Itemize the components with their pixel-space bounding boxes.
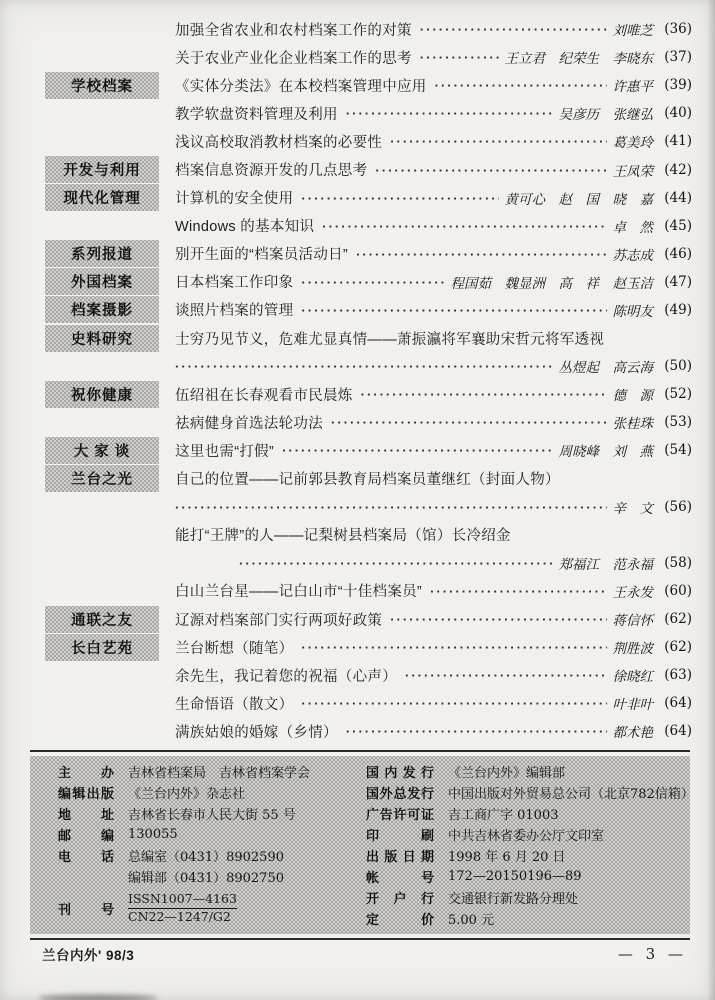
page-number: (50) bbox=[664, 358, 692, 375]
dot-leader bbox=[390, 611, 606, 629]
page-number: (63) bbox=[664, 667, 692, 684]
toc-row-content bbox=[175, 609, 692, 630]
article-authors: 刘唯芝 bbox=[612, 23, 653, 40]
toc-row-content bbox=[175, 159, 692, 180]
toc-row-content bbox=[175, 384, 692, 405]
page-number: (47) bbox=[664, 273, 692, 290]
section-label-column bbox=[45, 381, 175, 408]
section-label-column bbox=[45, 606, 175, 633]
section-label: 祝你健康 bbox=[45, 381, 159, 408]
dot-leader bbox=[420, 49, 499, 67]
toc-row bbox=[45, 296, 692, 324]
article-title: 满族姑娘的婚嫁（乡情） bbox=[175, 724, 338, 741]
article-title: 白山兰台星——记白山市“十佳档案员” bbox=[175, 584, 423, 601]
journal-issue: 兰台内外' 98/3 bbox=[42, 948, 135, 963]
toc-row bbox=[45, 717, 692, 745]
info-value: 吉林省档案局 吉林省档案学会 bbox=[128, 766, 311, 781]
toc-row bbox=[45, 127, 692, 155]
article-title: 加强全省农业和农村档案工作的对策 bbox=[175, 22, 412, 39]
article-title: 《实体分类法》在本校档案管理中应用 bbox=[175, 78, 427, 95]
toc-row-content bbox=[175, 412, 692, 433]
info-value: 《兰台内外》杂志社 bbox=[128, 787, 246, 802]
info-left-column bbox=[30, 761, 358, 929]
page-indicator: — 3 — bbox=[617, 945, 687, 963]
toc-row-content bbox=[175, 637, 692, 658]
info-row bbox=[366, 866, 694, 887]
info-value: 吉林省长春市人民大街 55 号 bbox=[128, 808, 296, 823]
article-authors: 丛煜起 高云海 bbox=[558, 360, 653, 377]
info-label: 刊号 bbox=[58, 901, 114, 917]
article-authors: 王永发 bbox=[612, 584, 653, 601]
divider-line-top bbox=[30, 750, 690, 752]
toc-row bbox=[45, 689, 692, 717]
section-label-column bbox=[45, 240, 175, 267]
info-value: 中共吉林省委办公厅文印室 bbox=[448, 829, 605, 844]
dot-leader bbox=[346, 105, 553, 123]
info-row bbox=[58, 887, 358, 929]
article-title: 伍绍祖在长春观看市民晨炼 bbox=[175, 387, 353, 404]
dot-leader bbox=[356, 246, 606, 264]
info-row bbox=[58, 824, 358, 845]
publication-info-box bbox=[30, 756, 694, 934]
article-authors: 蒋信怀 bbox=[612, 613, 653, 630]
info-label: 编辑出版 bbox=[58, 786, 114, 801]
section-label: 史料研究 bbox=[45, 325, 159, 352]
toc-row-content bbox=[175, 497, 692, 517]
dot-leader bbox=[361, 386, 607, 404]
article-authors: 荆胜波 bbox=[612, 641, 653, 658]
article-authors: 张桂珠 bbox=[612, 416, 653, 433]
toc-row bbox=[45, 184, 692, 212]
article-authors: 黄可心 赵 国 晓 嘉 bbox=[504, 191, 653, 208]
dot-leader bbox=[346, 723, 607, 741]
page-number: (64) bbox=[664, 723, 692, 740]
info-value: 中国出版对外贸易总公司（北京782信箱） bbox=[448, 787, 694, 802]
article-authors: 叶非叶 bbox=[612, 697, 653, 714]
article-title: 谈照片档案的管理 bbox=[175, 303, 294, 320]
toc-row-content bbox=[175, 440, 692, 461]
article-authors: 程国茹 魏显洲 高 祥 赵玉洁 bbox=[450, 275, 653, 292]
page-number: (46) bbox=[664, 245, 692, 262]
toc-row-content bbox=[175, 75, 692, 96]
info-row bbox=[58, 782, 358, 803]
article-title: 生命悟语（散文） bbox=[175, 696, 294, 713]
article-authors: 郑福江 范永福 bbox=[558, 556, 653, 573]
dot-leader bbox=[430, 583, 606, 601]
toc-row bbox=[45, 352, 692, 380]
dot-leader bbox=[239, 555, 553, 573]
info-value: 172—20150196—89 bbox=[448, 869, 582, 884]
article-title: 余先生，我记着您的祝福（心声） bbox=[175, 668, 397, 685]
article-authors: 吴彦历 张继弘 bbox=[558, 107, 653, 124]
toc-row bbox=[45, 408, 692, 436]
toc-row-content bbox=[175, 243, 692, 264]
publication-info bbox=[30, 750, 694, 940]
article-authors: 葛美玲 bbox=[612, 135, 653, 152]
info-label: 主办 bbox=[58, 765, 114, 780]
article-authors: 周晓峰 刘 燕 bbox=[558, 444, 653, 461]
section-label: 长白艺苑 bbox=[45, 634, 159, 661]
info-label: 出版日期 bbox=[366, 849, 434, 864]
page-number: (44) bbox=[664, 189, 692, 206]
dot-leader bbox=[405, 667, 607, 685]
article-authors: 王立君 纪荣生 李晓东 bbox=[504, 51, 653, 68]
info-label: 地址 bbox=[58, 807, 114, 822]
info-label: 定价 bbox=[366, 912, 434, 927]
toc-row-content bbox=[175, 271, 692, 292]
scan-smudge bbox=[38, 995, 158, 1000]
article-title: 浅议高校取消教材档案的必要性 bbox=[175, 134, 383, 151]
info-label bbox=[58, 869, 114, 884]
toc-row bbox=[45, 155, 692, 183]
toc-row bbox=[45, 43, 692, 71]
section-label-column bbox=[45, 465, 175, 492]
page-number: (39) bbox=[664, 77, 692, 94]
article-title: 兰台断想（随笔） bbox=[175, 640, 294, 657]
info-row bbox=[366, 803, 694, 824]
page-number: (40) bbox=[664, 105, 692, 122]
toc-row bbox=[45, 212, 692, 240]
toc-row-content bbox=[175, 524, 692, 545]
section-label-column bbox=[45, 268, 175, 295]
section-label: 现代化管理 bbox=[45, 184, 159, 211]
toc-row-content bbox=[175, 131, 692, 152]
toc-row bbox=[45, 15, 692, 43]
article-title: 这里也需“打假” bbox=[175, 443, 275, 460]
toc-row bbox=[45, 549, 692, 577]
info-label: 邮编 bbox=[58, 828, 114, 843]
toc bbox=[45, 15, 692, 745]
toc-row-content bbox=[175, 693, 692, 714]
toc-row-content bbox=[175, 299, 692, 320]
info-row bbox=[58, 866, 358, 887]
toc-row bbox=[45, 521, 692, 549]
toc-row-content bbox=[175, 328, 692, 349]
dot-leader bbox=[175, 499, 607, 517]
dot-leader bbox=[175, 358, 553, 376]
page-number: (62) bbox=[664, 639, 692, 656]
dot-leader bbox=[301, 190, 498, 208]
article-authors: 德 源 bbox=[612, 388, 653, 405]
section-label-column bbox=[45, 296, 175, 323]
article-title: 祛病健身首选法轮功法 bbox=[175, 415, 323, 432]
issn-number: ISSN1007—4163 bbox=[128, 891, 237, 909]
page-number: (45) bbox=[664, 217, 692, 234]
toc-row-content bbox=[175, 468, 692, 489]
divider-line-bottom bbox=[30, 938, 690, 940]
section-label-column bbox=[45, 184, 175, 211]
article-authors: 许惠平 bbox=[612, 79, 653, 96]
page-number: (58) bbox=[664, 554, 692, 571]
dot-leader bbox=[282, 442, 552, 460]
section-label-column bbox=[45, 437, 175, 464]
page-footer bbox=[42, 944, 687, 964]
article-authors: 徐晓红 bbox=[612, 669, 653, 686]
toc-row bbox=[45, 605, 692, 633]
info-label: 开户行 bbox=[366, 891, 434, 906]
toc-row-content bbox=[175, 356, 692, 376]
info-value: 130055 bbox=[128, 827, 178, 842]
toc-row bbox=[45, 465, 692, 493]
page-number: (64) bbox=[664, 695, 692, 712]
toc-row-content bbox=[175, 215, 692, 236]
article-authors: 卓 然 bbox=[612, 219, 653, 236]
issn-cn-stack bbox=[128, 891, 237, 926]
scan-edge-shadow bbox=[707, 0, 715, 1000]
article-title: 辽源对档案部门实行两项好政策 bbox=[175, 612, 383, 629]
toc-row bbox=[45, 268, 692, 296]
info-row bbox=[58, 845, 358, 866]
info-label: 国外总发行 bbox=[366, 786, 434, 801]
article-title: 教学软盘资料管理及利用 bbox=[175, 106, 338, 123]
section-label: 系列报道 bbox=[45, 240, 159, 267]
article-title: 士穷乃见节义，危难尤显真情——萧振瀛将军襄助宋哲元将军透视 bbox=[175, 331, 605, 348]
info-value: 《兰台内外》编辑部 bbox=[448, 766, 566, 781]
article-title: 能打“王牌”的人——记梨树县档案局（馆）长冷绍金 bbox=[175, 528, 511, 545]
article-title: Windows 的基本知识 bbox=[175, 219, 315, 236]
toc-row bbox=[45, 493, 692, 521]
dot-leader bbox=[322, 218, 606, 236]
toc-row-content bbox=[175, 721, 692, 742]
toc-row-content bbox=[175, 580, 692, 601]
info-value: 编辑部（0431）8902750 bbox=[128, 871, 284, 886]
page-number: (52) bbox=[664, 386, 692, 403]
page-number: (49) bbox=[664, 301, 692, 318]
dot-leader bbox=[301, 302, 606, 320]
dot-leader bbox=[301, 639, 606, 657]
toc-row-content bbox=[175, 47, 692, 68]
info-value: 交通银行新发路分理处 bbox=[448, 892, 579, 907]
info-label: 广告许可证 bbox=[366, 807, 434, 822]
page-number: (54) bbox=[664, 442, 692, 459]
toc-row bbox=[45, 324, 692, 352]
dot-leader bbox=[435, 77, 607, 95]
toc-row-content bbox=[175, 19, 692, 40]
section-label: 外国档案 bbox=[45, 268, 159, 295]
dot-leader bbox=[390, 133, 606, 151]
page-number: (56) bbox=[664, 498, 692, 515]
info-value: 1998 年 6 月 20 日 bbox=[448, 850, 566, 865]
article-authors: 陈明友 bbox=[612, 303, 653, 320]
toc-row-content bbox=[175, 103, 692, 124]
article-authors: 苏志成 bbox=[612, 247, 653, 264]
section-label-column bbox=[45, 634, 175, 661]
cn-number: CN22—1247/G2 bbox=[128, 909, 231, 924]
info-row bbox=[58, 761, 358, 782]
section-label-column bbox=[45, 156, 175, 183]
page-number: (42) bbox=[664, 161, 692, 178]
toc-row bbox=[45, 661, 692, 689]
toc-row bbox=[45, 240, 692, 268]
page-number: (36) bbox=[664, 21, 692, 38]
page-number: (62) bbox=[664, 611, 692, 628]
info-label: 印刷 bbox=[366, 828, 434, 843]
page-number: (60) bbox=[664, 582, 692, 599]
article-authors: 王凤荣 bbox=[612, 163, 653, 180]
section-label: 档案摄影 bbox=[45, 296, 159, 323]
info-value: 总编室（0431）8902590 bbox=[128, 850, 284, 865]
article-title: 关于农业产业化企业档案工作的思考 bbox=[175, 50, 412, 67]
info-row bbox=[366, 824, 694, 845]
section-label: 兰台之光 bbox=[45, 465, 159, 492]
article-title: 别开生面的“档案员活动日” bbox=[175, 247, 349, 264]
info-row bbox=[366, 845, 694, 866]
info-label: 电话 bbox=[58, 849, 114, 864]
info-row bbox=[366, 761, 694, 782]
toc-row bbox=[45, 380, 692, 408]
info-value: 5.00 元 bbox=[448, 913, 495, 928]
info-label: 国内发行 bbox=[366, 765, 434, 780]
toc-row bbox=[45, 436, 692, 464]
toc-row bbox=[45, 99, 692, 127]
info-right-column bbox=[358, 761, 694, 929]
article-authors: 辛 文 bbox=[612, 500, 653, 517]
section-label-column bbox=[45, 325, 175, 352]
article-title: 自己的位置——记前郭县教育局档案员董继红（封面人物） bbox=[175, 472, 560, 489]
dot-leader bbox=[301, 274, 444, 292]
info-row bbox=[366, 887, 694, 908]
section-label: 学校档案 bbox=[45, 72, 159, 99]
article-title: 计算机的安全使用 bbox=[175, 191, 294, 208]
toc-row bbox=[45, 71, 692, 99]
dot-leader bbox=[301, 695, 606, 713]
article-title: 日本档案工作印象 bbox=[175, 275, 294, 292]
info-label: 帐号 bbox=[366, 870, 434, 885]
toc-row bbox=[45, 633, 692, 661]
section-label: 大 家 谈 bbox=[45, 437, 159, 464]
page-number: (37) bbox=[664, 49, 692, 66]
info-row bbox=[58, 803, 358, 824]
article-authors: 都术艳 bbox=[612, 725, 653, 742]
toc-row-content bbox=[175, 665, 692, 686]
dot-leader bbox=[420, 21, 607, 39]
section-label: 开发与利用 bbox=[45, 156, 159, 183]
section-label: 通联之友 bbox=[45, 606, 159, 633]
dot-leader bbox=[375, 162, 606, 180]
toc-row-content bbox=[175, 187, 692, 208]
article-title: 档案信息资源开发的几点思考 bbox=[175, 163, 368, 180]
section-label-column bbox=[45, 72, 175, 99]
info-value: 吉工商广字 01003 bbox=[448, 808, 559, 823]
toc-row-content bbox=[175, 553, 692, 573]
page-number: (53) bbox=[664, 414, 692, 431]
info-row bbox=[366, 782, 694, 803]
info-row bbox=[366, 908, 694, 929]
toc-row bbox=[45, 577, 692, 605]
dot-leader bbox=[331, 414, 607, 432]
page-number: (41) bbox=[664, 133, 692, 150]
